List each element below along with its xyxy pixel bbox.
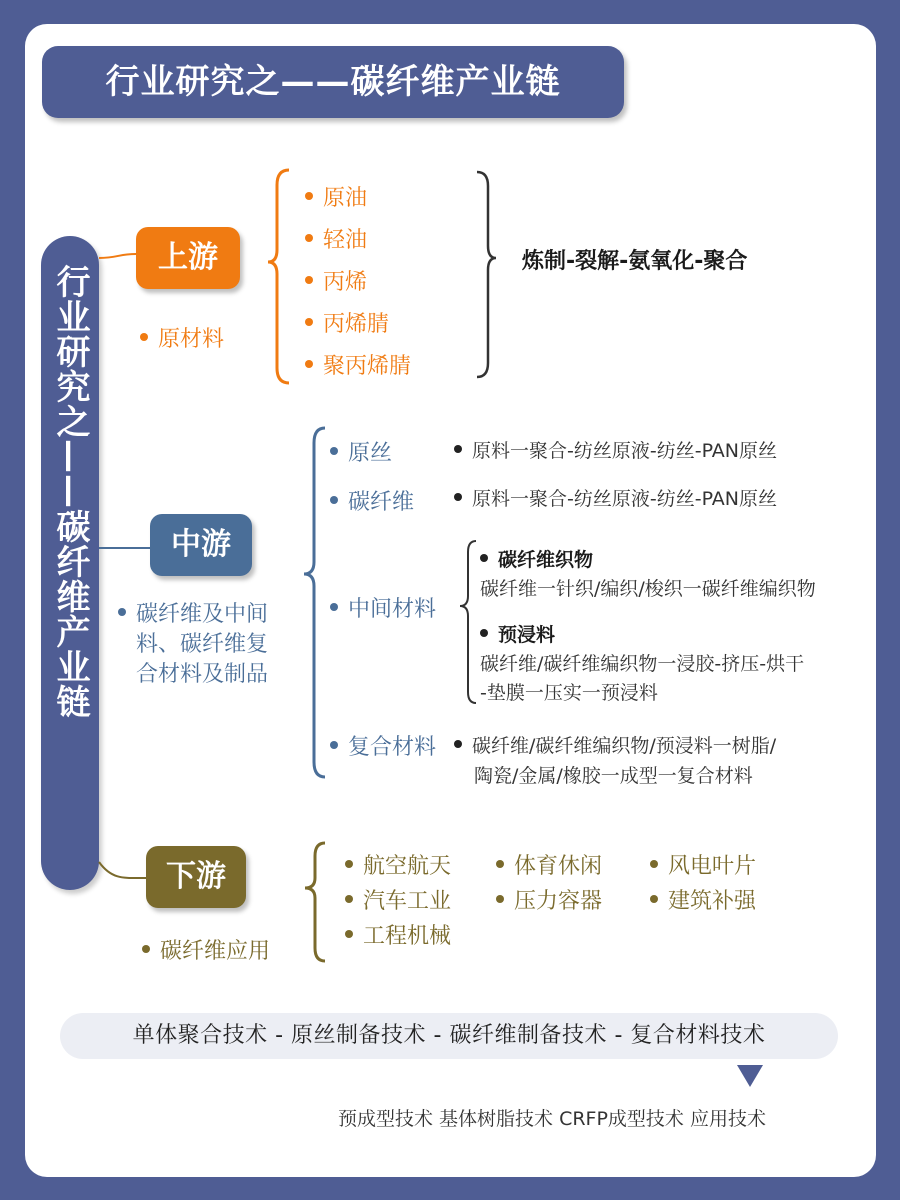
- midstream-sub-line: [118, 600, 268, 630]
- bullet-icon: [330, 447, 338, 455]
- midstream-sub-line: 料、碳纤维复: [136, 632, 269, 657]
- bullet-icon: [142, 945, 150, 953]
- bullet-icon: [480, 554, 488, 562]
- down-arrow-icon: [737, 1065, 763, 1087]
- bullet-icon: [496, 895, 504, 903]
- bullet-icon: [305, 234, 313, 242]
- bullet-icon: [305, 360, 313, 368]
- mid-fabric-title: [480, 545, 593, 572]
- mid-prepreg-title: [480, 620, 555, 647]
- bullet-icon: [330, 741, 338, 749]
- midstream-sub: [118, 600, 268, 690]
- downstream-app-text: 压力容器: [514, 889, 603, 914]
- bullet-icon: [345, 895, 353, 903]
- downstream-app-text: 风电叶片: [668, 854, 757, 879]
- tech-chain-bar: 单体聚合技术 - 原丝制备技术 - 碳纤维制备技术 - 复合材料技术: [60, 1013, 838, 1059]
- mid-yuansi-text: 原丝: [348, 441, 393, 466]
- midstream-label: 中游: [171, 527, 231, 562]
- bullet-icon: [305, 192, 313, 200]
- downstream-app-text: 汽车工业: [363, 889, 452, 914]
- upstream-item: [305, 265, 367, 296]
- downstream-box: [146, 846, 246, 908]
- downstream-app: [650, 849, 756, 880]
- downstream-app: [345, 849, 451, 880]
- upstream-item-text: 丙烯: [323, 270, 368, 295]
- downstream-app-text: 体育休闲: [514, 854, 603, 879]
- mid-zhongjian-label: [330, 592, 436, 623]
- upstream-item: [305, 349, 411, 380]
- upstream-label: 上游: [158, 240, 218, 275]
- downstream-app: [345, 919, 451, 950]
- midstream-sub-line: 合材料及制品: [136, 662, 269, 687]
- side-title: 行业研究之——碳纤维产业链: [50, 264, 90, 719]
- bullet-icon: [480, 629, 488, 637]
- mid-fuhe-label: [330, 730, 436, 761]
- mid-fuhe-desc: [454, 731, 776, 758]
- page-title: 行业研究之——碳纤维产业链: [42, 46, 624, 118]
- downstream-app-text: 建筑补强: [668, 889, 757, 914]
- bullet-icon: [345, 860, 353, 868]
- mid-tanxianwei-text: 碳纤维: [348, 490, 415, 515]
- bullet-icon: [330, 603, 338, 611]
- bullet-icon: [305, 276, 313, 284]
- bullet-icon: [454, 740, 462, 748]
- upstream-box: [136, 227, 240, 289]
- downstream-app-text: 航空航天: [363, 854, 452, 879]
- midstream-sub-text: 碳纤维及中间: [136, 602, 269, 627]
- upstream-process: 炼制-裂解-氨氧化-聚合: [522, 249, 748, 274]
- bullet-icon: [496, 860, 504, 868]
- tech-sub: 预成型技术 基体树脂技术 CRFP成型技术 应用技术: [338, 1108, 766, 1130]
- bullet-icon: [650, 860, 658, 868]
- mid-fuhe-text: 复合材料: [348, 735, 437, 760]
- downstream-sub-text: 碳纤维应用: [160, 939, 271, 964]
- bullet-icon: [118, 608, 126, 616]
- mid-prepreg-desc: 碳纤维/碳纤维编织物一浸胶-挤压-烘干: [480, 653, 805, 675]
- mid-tanxianwei-desc: [454, 484, 777, 511]
- upstream-item: [305, 223, 367, 254]
- bullet-icon: [345, 930, 353, 938]
- mid-fuhe-desc-text: 碳纤维/碳纤维编织物/预浸料一树脂/: [472, 735, 777, 757]
- mid-fuhe-desc: 陶瓷/金属/橡胶一成型一复合材料: [474, 765, 753, 787]
- midstream-box: [150, 514, 252, 576]
- mid-tanxianwei-desc-text: 原料一聚合-纺丝原液-纺丝-PAN原丝: [472, 488, 778, 510]
- upstream-item-text: 轻油: [323, 228, 368, 253]
- upstream-item: [305, 307, 389, 338]
- downstream-app: [345, 884, 451, 915]
- mid-prepreg-title-text: 预浸料: [498, 624, 556, 646]
- upstream-item-text: 原油: [323, 186, 368, 211]
- mid-zhongjian-text: 中间材料: [348, 597, 437, 622]
- mid-fabric-title-text: 碳纤维织物: [498, 549, 594, 571]
- upstream-item: [305, 181, 367, 212]
- mid-tanxianwei-label: [330, 485, 414, 516]
- downstream-app-text: 工程机械: [363, 924, 452, 949]
- mid-prepreg-desc: -垫膜一压实一预浸料: [480, 682, 658, 704]
- downstream-sub: [142, 934, 270, 965]
- upstream-item-text: 丙烯腈: [323, 312, 390, 337]
- mid-yuansi-desc: [454, 436, 777, 463]
- bullet-icon: [454, 445, 462, 453]
- downstream-app: [650, 884, 756, 915]
- bullet-icon: [454, 493, 462, 501]
- mid-yuansi-desc-text: 原料一聚合-纺丝原液-纺丝-PAN原丝: [472, 440, 778, 462]
- downstream-app: [496, 884, 602, 915]
- mid-yuansi-label: [330, 436, 392, 467]
- bullet-icon: [140, 333, 148, 341]
- downstream-label: 下游: [166, 859, 226, 894]
- upstream-item-text: 聚丙烯腈: [323, 354, 412, 379]
- upstream-sub-text: 原材料: [158, 327, 225, 352]
- mid-fabric-desc: 碳纤维一针织/编织/梭织一碳纤维编织物: [480, 578, 816, 600]
- bullet-icon: [650, 895, 658, 903]
- bullet-icon: [305, 318, 313, 326]
- downstream-app: [496, 849, 602, 880]
- upstream-sub: [140, 322, 224, 353]
- bullet-icon: [330, 496, 338, 504]
